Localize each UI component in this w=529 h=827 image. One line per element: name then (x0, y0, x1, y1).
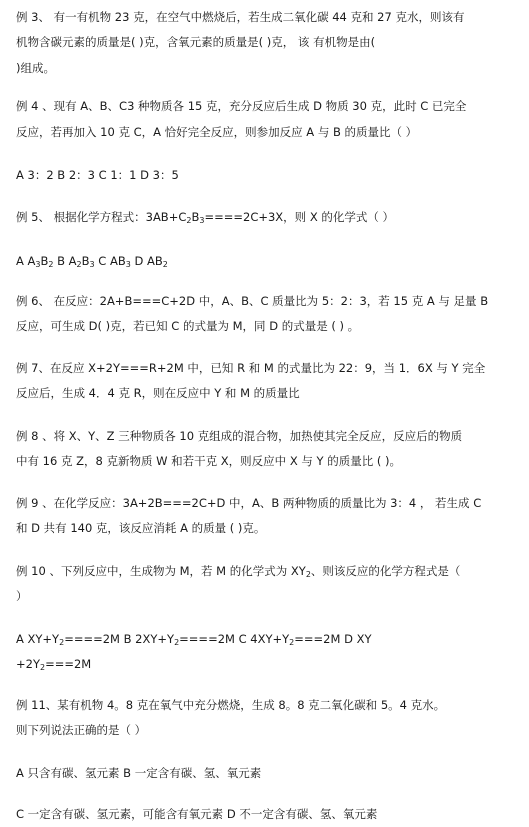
question-11-line-1: 例 11、某有机物 4。8 克在氧气中充分燃烧，生成 8。8 克二氧化碳和 5。4 克水。 (16, 698, 446, 712)
question-9-line-2: 和 D 共有 140 克，该反应消耗 A 的质量 ( )克。 (16, 521, 266, 535)
question-10-line-1: 例 10 、下列反应中，生成物为 M，若 M 的化学式为 $XY_2$、则该反应的化学方程式是（ (16, 564, 461, 579)
question-9-line-1: 例 9 、在化学反应：3A+2B===2C+D 中，A、B 两种物质的质量比为 3：4 ， 若生成 C (16, 496, 482, 510)
question-5: 例 5、 根据化学方程式：$3AB+C_2B_3====2C+3X$，则 X 的化学式（ ） (16, 210, 395, 225)
question-4-line-1: 例 4 、现有 A、B、C3 种物质各 15 克，充分反应后生成 D 物质 30 克，此时 C 已完全 (16, 99, 467, 113)
question-11-options-ab: A 只含有碳、氢元素 B 一定含有碳、氢、氧元素 (16, 766, 262, 780)
question-4-line-2: 反应，若再加入 10 克 C，A 恰好完全反应，则参加反应 A 与 B 的质量比（ ） (16, 125, 418, 139)
question-8-line-2: 中有 16 克 Z，8 克新物质 W 和若干克 X，则反应中 X 与 Y 的质量比 ( )。 (16, 454, 401, 468)
question-8-line-1: 例 8 、将 X、Y、Z 三种物质各 10 克组成的混合物，加热使其完全反应，反应后的物质 (16, 429, 463, 443)
question-11-options-cd: C 一定含有碳、氢元素，可能含有氧元素 D 不一定含有碳、氢、氧元素 (16, 807, 378, 821)
question-4-options: A 3：2 B 2：3 C 1：1 D 3：5 (16, 168, 179, 182)
question-11-line-2: 则下列说法正确的是（ ） (16, 723, 147, 737)
question-3-line-3: )组成。 (16, 61, 55, 75)
question-10-options-line-1: A $XY+Y_2====2M$ B $2XY+Y_2====2M$ C $4XY+Y_2===2M$ D XY (16, 632, 372, 647)
question-5-options: A $A_3B_2$ B $A_2B_3$ C $AB_3$ D $AB_2$ (16, 254, 168, 269)
question-7-line-2: 反应后，生成 4．4 克 R，则在反应中 Y 和 M 的质量比 (16, 386, 300, 400)
question-3-line-2: 机物含碳元素的质量是( )克，含氧元素的质量是( )克， 该 有机物是由( (16, 35, 376, 49)
question-10-options-line-2: $+2Y_2===2M$ (16, 657, 92, 672)
question-7-line-1: 例 7、在反应 X+2Y===R+2M 中，已知 R 和 M 的式量比为 22：9，当 1．6X 与 Y 完全 (16, 361, 486, 375)
question-6-line-2: 反应，可生成 D( )克，若已知 C 的式量为 M，同 D 的式量是 ( ) 。 (16, 319, 360, 333)
question-3-line-1: 例 3、 有一有机物 23 克，在空气中燃烧后，若生成二氧化碳 44 克和 27 克水，则该有 (16, 10, 465, 24)
question-10-line-2: ） (16, 589, 28, 603)
question-6-line-1: 例 6、 在反应：2A+B===C+2D 中，A、B、C 质量比为 5：2：3，若 15 克 A 与 足量 B (16, 294, 489, 308)
